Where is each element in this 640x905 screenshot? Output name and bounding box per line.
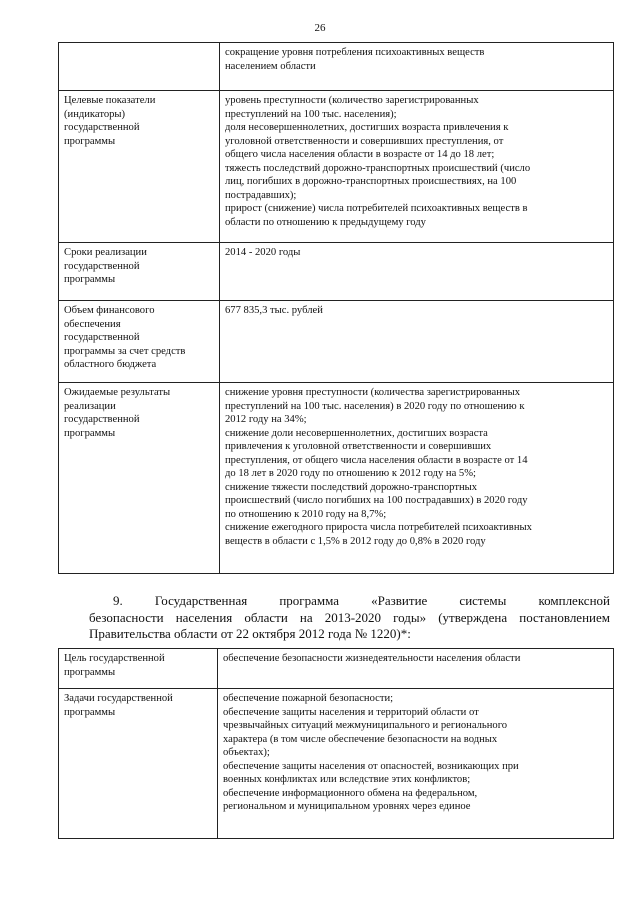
text-line: обеспечение защиты населения от опасностей, возникающих при [223, 760, 519, 772]
text-line: доля несовершеннолетних, достигших возраста привлечения к [225, 122, 509, 133]
text-line: Сроки реализации [64, 247, 147, 258]
text-line: до 18 лет в 2020 году по отношению к 2012 году на 5%; [225, 468, 476, 479]
text-line: лиц, погибших в дорожно-транспортных происшествиях, на 100 [225, 176, 517, 187]
text-line: программы [64, 706, 116, 718]
program-9-table [58, 648, 614, 839]
text-line: характера (в том числе обеспечение безопасности на водных [223, 733, 498, 745]
row-label [59, 301, 220, 383]
row-label [59, 243, 220, 301]
row-value [218, 649, 614, 689]
text-line: обеспечение безопасности жизнедеятельности населения области [223, 653, 521, 664]
text-line: военных конфликтах или вследствие этих конфликтов; [223, 774, 471, 785]
table-row [59, 383, 614, 574]
text-line: программы [64, 427, 116, 439]
text-line: Ожидаемые результаты [64, 387, 171, 398]
text-line: 9. Государственная программа «Развитие системы комплексной [113, 593, 610, 608]
text-line: объектах); [223, 747, 270, 758]
text-line: тяжесть последствий дорожно-транспортных происшествий (число [225, 162, 531, 174]
table-row [59, 43, 614, 91]
text-line: преступлений на 100 тыс. населения) в 2020 году по отношению к [225, 400, 525, 412]
text-line: обеспечение защиты населения и территорий области от [223, 706, 479, 718]
text-line: Цель государственной [64, 653, 165, 664]
text-line: Правительства области от 22 октября 2012 года № 1220)*: [89, 626, 411, 641]
table-row [59, 649, 614, 689]
section-9-heading [89, 593, 610, 643]
text-line: обеспечение пожарной безопасности; [223, 693, 394, 704]
text-line: Задачи государственной [64, 693, 173, 704]
text-line: программы [64, 274, 116, 285]
program-passport-table [58, 42, 614, 574]
text-line: населением области [225, 60, 316, 72]
text-line: государственной [64, 414, 140, 425]
text-line: программы за счет средств [64, 345, 186, 357]
text-line: (индикаторы) [64, 108, 126, 120]
text-line: государственной [64, 122, 140, 133]
table-row [59, 91, 614, 243]
row-label [59, 43, 220, 91]
text-line: пострадавших); [225, 189, 297, 201]
row-value [220, 383, 614, 574]
row-label [59, 689, 218, 839]
text-line: прирост (снижение) числа потребителей психоактивных веществ в [225, 203, 528, 214]
text-line: реализации [64, 400, 116, 412]
text-line: 2012 году на 34%; [225, 414, 307, 425]
text-line: снижение уровня преступности (количества зарегистрированных [225, 387, 520, 398]
text-line: областного бюджета [64, 359, 157, 370]
text-line: программы [64, 135, 116, 147]
row-label [59, 649, 218, 689]
text-line: государственной [64, 260, 140, 272]
text-line: области по отношению к предыдущему году [225, 216, 426, 228]
text-line: Целевые показатели [64, 95, 156, 106]
text-line: общего числа населения области в возрасте от 14 до 18 лет; [225, 149, 495, 160]
row-value [218, 689, 614, 839]
row-label [59, 91, 220, 243]
text-line: Объем финансового [64, 305, 155, 316]
text-line: сокращение уровня потребления психоактивных веществ [225, 47, 485, 58]
text-line: уровень преступности (количество зарегистрированных [225, 95, 479, 106]
text-line: снижение тяжести последствий дорожно-транспортных [225, 481, 478, 493]
text-line: 2014 - 2020 годы [225, 247, 301, 258]
table-row [59, 689, 614, 839]
text-line: уголовной ответственности и совершивших преступления, от [225, 135, 504, 147]
row-label [59, 383, 220, 574]
row-value [220, 243, 614, 301]
text-line: безопасности населения области на 2013-2020 годы» (утверждена постановлением [89, 609, 610, 625]
row-value [220, 43, 614, 91]
text-line: преступления, от общего числа населения области в возрасте от 14 [225, 454, 528, 466]
text-line: обеспечение информационного обмена на федеральном, [223, 787, 478, 799]
table-row [59, 301, 614, 383]
text-line: 677 835,3 тыс. рублей [225, 305, 323, 316]
text-line: происшествий (число погибших на 100 пострадавших) в 2020 году [225, 495, 528, 506]
text-line: по отношению к 2010 году на 8,7%; [225, 508, 387, 520]
text-line: чрезвычайных ситуаций межмуниципального и регионального [223, 720, 508, 731]
text-line: веществ в области с 1,5% в 2012 году до 0,8% в 2020 году [225, 535, 486, 547]
row-value [220, 91, 614, 243]
text-line: обеспечения [64, 318, 121, 330]
text-line: государственной [64, 332, 140, 343]
page-number: 26 [314, 22, 326, 34]
text-line: снижение доли несовершеннолетних, достигших возраста [225, 427, 488, 439]
table-row [59, 243, 614, 301]
text-line: региональном и муниципальном уровнях через единое [223, 801, 471, 812]
text-line: преступлений на 100 тыс. населения); [225, 108, 397, 120]
text-line: программы [64, 666, 116, 678]
row-value [220, 301, 614, 383]
text-line: привлечения к уголовной ответственности и совершивших [225, 441, 492, 452]
text-line: снижение ежегодного прироста числа потребителей психоактивных [225, 522, 532, 533]
